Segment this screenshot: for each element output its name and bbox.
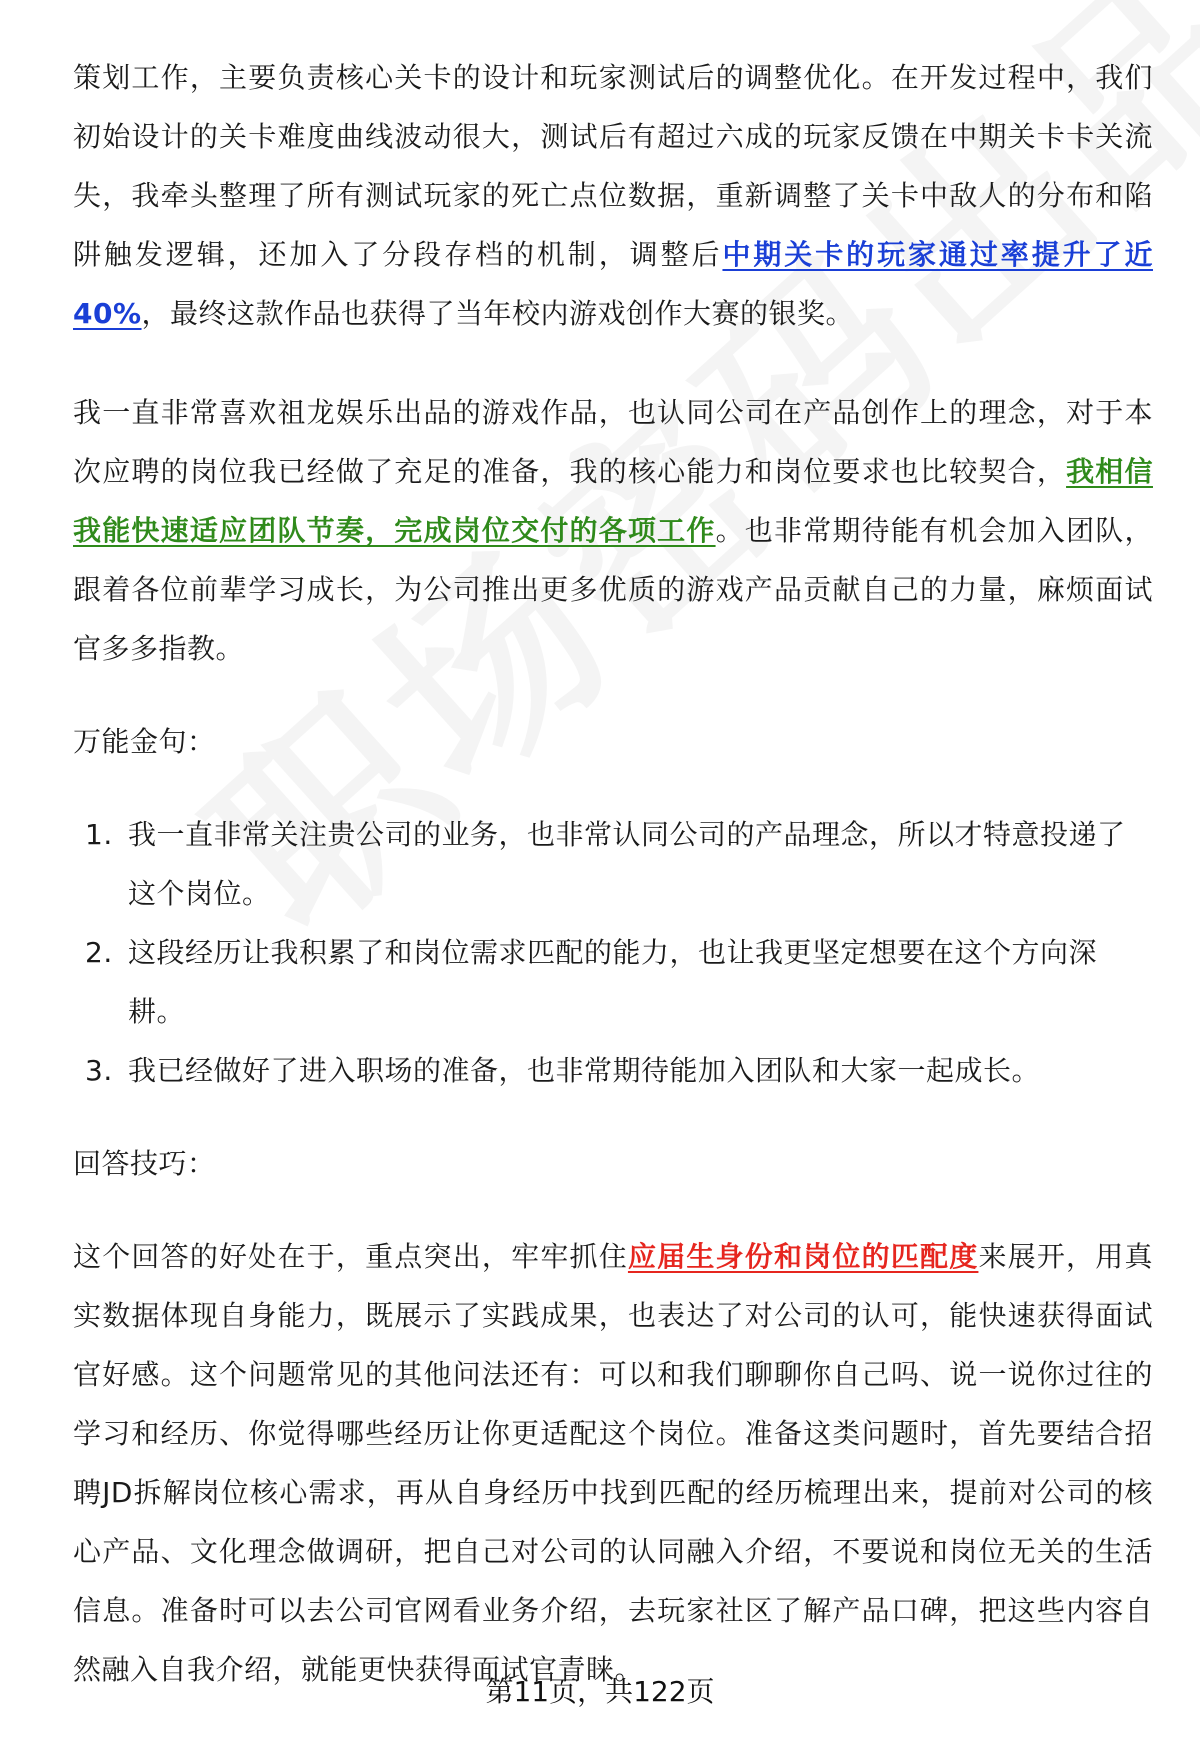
paragraph-text: 我一直非常喜欢祖龙娱乐出品的游戏作品，也认同公司在产品创作上的理念，对于本次应聘的岗位我已经做了充足的准备，我的核心能力和岗位要求也比较契合， (73, 396, 1153, 488)
list-item-number: 1. (85, 818, 113, 851)
paragraph-text: 策划工作，主要负责核心关卡的设计和玩家测试后的调整优化。在开发过程中，我们初始设计的关卡难度曲线波动很大，测试后有超过六成的玩家反馈在中期关卡卡关流失，我牵头整理了所有测试玩家的死亡点位数据，重新调整了关卡中敌人的分布和陷阱触发逻辑，还加入了分段存档的机制，调整后 (73, 61, 1153, 271)
list-item-text: 我已经做好了进入职场的准备，也非常期待能加入团队和大家一起成长。 (128, 1054, 1041, 1087)
paragraph-text: 。也非常期待能有机会加入团队，跟着各位前辈学习成长，为公司推出更多优质的游戏产品贡献自己的力量，麻烦面试官多多指教。 (73, 514, 1153, 665)
paragraph-motivation (73, 383, 1153, 678)
document-page (73, 48, 1153, 1699)
list-item-text: 这段经历让我积累了和岗位需求匹配的能力，也让我更坚定想要在这个方向深耕。 (128, 936, 1098, 1028)
paragraph-text: ，最终这款作品也获得了当年校内游戏创作大赛的银奖。 (141, 297, 855, 330)
section-title-answer-tips: 回答技巧： (73, 1147, 216, 1180)
list-item (73, 923, 1153, 1041)
paragraph-project-experience (73, 48, 1153, 343)
page-number: 第11页，共122页 (485, 1675, 715, 1708)
highlight-adaptability: 我相信我能快速适应团队节奏，完成岗位交付的各项工作 (73, 455, 1153, 547)
list-item-number: 3. (85, 1054, 113, 1087)
golden-sentences-list (73, 805, 1153, 1100)
list-item-number: 2. (85, 936, 113, 969)
highlight-pass-rate: 中期关卡的玩家通过率提升了近40% (73, 238, 1153, 330)
paragraph-answer-tips (73, 1227, 1153, 1699)
paragraph-text: 来展开，用真实数据体现自身能力，既展示了实践成果，也表达了对公司的认可，能快速获得面试官好感。这个问题常见的其他问法还有：可以和我们聊聊你自己吗、说一说你过往的学习和经历、你觉得哪些经历让你更适配这个岗位。准备这类问题时，首先要结合招聘JD拆解岗位核心需求，再从自身经历中找到匹配的经历梳理出来，提前对公司的核心产品、文化理念做调研，把自己对公司的认同融入介绍，不要说和岗位无关的生活信息。准备时可以去公司官网看业务介绍，去玩家社区了解产品口碑，把这些内容自然融入自我介绍，就能更快获得面试官青睐。 (73, 1240, 1153, 1686)
highlight-match-degree: 应届生身份和岗位的匹配度 (627, 1240, 979, 1273)
list-item (73, 1041, 1153, 1100)
list-item (73, 805, 1153, 923)
list-item-text: 我一直非常关注贵公司的业务，也非常认同公司的产品理念，所以才特意投递了这个岗位。 (128, 818, 1126, 910)
paragraph-text: 这个回答的好处在于，重点突出，牢牢抓住 (73, 1240, 628, 1273)
section-title-golden-sentences: 万能金句： (73, 725, 216, 758)
